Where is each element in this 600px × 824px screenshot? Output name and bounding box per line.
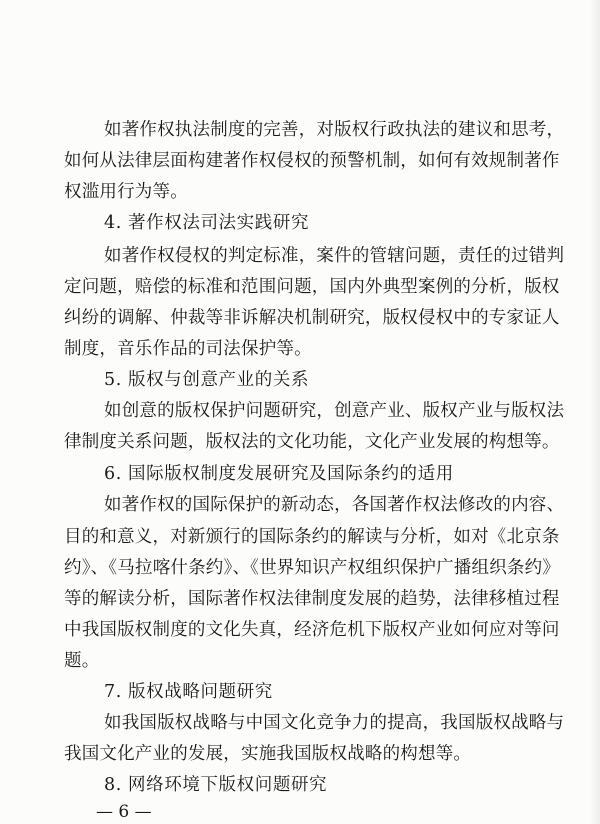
body-line: 我国文化产业的发展，实施我国版权战略的构想等。 <box>64 744 472 764</box>
body-line: 如我国版权战略与中国文化竞争力的提高，我国版权战略与 <box>104 713 565 733</box>
body-line: 如何从法律层面构建著作权侵权的预警机制，如何有效规制著作 <box>64 151 560 171</box>
section-heading: 6. 国际版权制度发展研究及国际条约的适用 <box>104 464 454 484</box>
section-heading: 8. 网络环境下版权问题研究 <box>104 775 328 795</box>
body-line: 等的解读分析，国际著作权法律制度发展的趋势，法律移植过程 <box>64 589 560 609</box>
section-heading: 4. 著作权法司法实践研究 <box>104 213 310 233</box>
body-line: 权滥用行为等。 <box>64 182 188 202</box>
body-line: 制度，音乐作品的司法保护等。 <box>64 339 312 359</box>
body-line: 约》、《马拉喀什条约》、《世界知识产权组织保护广播组织条约》 <box>64 558 560 578</box>
body-line: 如著作权侵权的判定标准，案件的管辖问题，责任的过错判 <box>104 246 565 266</box>
scan-edge-shadow <box>590 0 600 824</box>
page-number: — 6 — <box>96 802 152 822</box>
body-line: 目的和意义，对新颁行的国际条约的解读与分析，如对《北京条 <box>64 527 560 547</box>
section-heading: 5. 版权与创意产业的关系 <box>104 370 310 390</box>
body-line: 如著作权的国际保护的新动态，各国著作权法修改的内容、 <box>104 495 565 515</box>
body-line: 律制度关系问题，版权法的文化功能，文化产业发展的构想等。 <box>64 432 560 452</box>
body-line: 如著作权执法制度的完善，对版权行政执法的建议和思考， <box>104 120 565 140</box>
body-line: 纠纷的调解、仲裁等非诉解决机制研究，版权侵权中的专家证人 <box>64 308 560 328</box>
body-line: 定问题，赔偿的标准和范围问题，国内外典型案例的分析，版权 <box>64 277 560 297</box>
body-line: 中我国版权制度的文化失真，经济危机下版权产业如何应对等问 <box>64 620 560 640</box>
body-line: 如创意的版权保护问题研究，创意产业、版权产业与版权法 <box>104 401 565 421</box>
body-line: 题。 <box>64 651 100 671</box>
section-heading: 7. 版权战略问题研究 <box>104 682 273 702</box>
